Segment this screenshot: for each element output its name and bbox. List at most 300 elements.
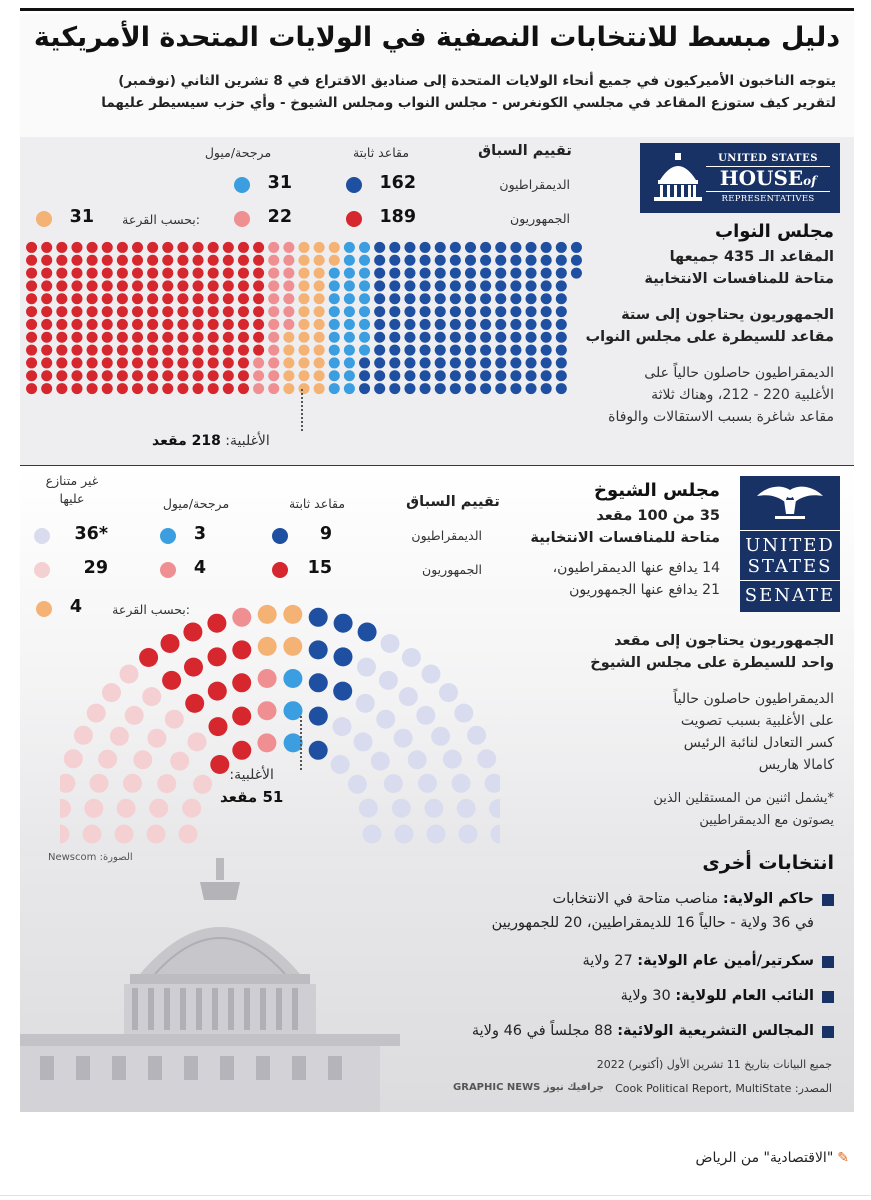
senate-seat-dem-not-up bbox=[371, 752, 390, 771]
house-seat-rep-safe bbox=[132, 345, 143, 356]
house-seat-dem-lean bbox=[329, 306, 340, 317]
house-seat-tossup bbox=[298, 255, 309, 266]
house-seat-tossup bbox=[283, 370, 294, 381]
house-seat-dem-safe bbox=[510, 280, 521, 291]
house-seat-rep-safe bbox=[87, 319, 98, 330]
house-majority-line bbox=[301, 389, 303, 431]
senate-section bbox=[20, 466, 854, 856]
senate-note-line5: الجمهوريون يحتاجون إلى مقعد bbox=[614, 633, 834, 649]
house-seat-rep-safe bbox=[223, 293, 234, 304]
senate-seat-rep-safe bbox=[208, 682, 227, 701]
house-seat-dem-safe bbox=[480, 242, 491, 253]
senate-seat-dem-not-up bbox=[408, 750, 427, 769]
house-section bbox=[20, 137, 854, 467]
house-seat-rep-safe bbox=[56, 332, 67, 343]
house-seat-rep-safe bbox=[117, 345, 128, 356]
senate-note-line9: كسر التعادل لنائبة الرئيس bbox=[683, 735, 834, 751]
house-seat-dem-lean bbox=[359, 319, 370, 330]
house-seat-rep-safe bbox=[102, 383, 113, 394]
senate-dem-lean-count: 3 bbox=[193, 524, 206, 544]
legislature-bullet bbox=[822, 1026, 834, 1038]
house-seat-rep-safe bbox=[147, 306, 158, 317]
house-seat-dem-safe bbox=[450, 255, 461, 266]
graphic-news-credit: GRAPHIC NEWS جرافيك نيوز bbox=[453, 1082, 604, 1093]
senate-seat-dem-not-up bbox=[489, 799, 500, 818]
senate-seat-dem-not-up bbox=[439, 683, 458, 702]
attorney-text: 30 ولاية bbox=[620, 988, 676, 1004]
house-seat-dem-safe bbox=[359, 383, 370, 394]
house-seat-dem-lean bbox=[344, 293, 355, 304]
house-seat-rep-safe bbox=[208, 357, 219, 368]
house-seat-rep-safe bbox=[223, 357, 234, 368]
house-seat-rep-safe bbox=[117, 306, 128, 317]
source-caption bbox=[696, 1150, 849, 1166]
house-seat-tossup bbox=[314, 357, 325, 368]
senate-seat-dem-not-up bbox=[467, 726, 486, 745]
subtitle-line-2: لتقرير كيف ستوزع المقاعد في مجلسي الكونغرس - مجلس النواب ومجلس الشيوخ - وأي حزب سيسيطر عليهما bbox=[101, 95, 836, 111]
house-seat-tossup bbox=[298, 293, 309, 304]
house-seat-dem-safe bbox=[374, 383, 385, 394]
senate-not-up-header bbox=[32, 472, 112, 508]
house-seat-rep-safe bbox=[177, 383, 188, 394]
house-seat-dem-safe bbox=[465, 306, 476, 317]
house-seat-rep-safe bbox=[26, 280, 37, 291]
house-seat-dem-safe bbox=[420, 332, 431, 343]
house-seat-tossup bbox=[283, 345, 294, 356]
house-seat-dem-safe bbox=[404, 306, 415, 317]
house-seat-dem-safe bbox=[556, 370, 567, 381]
house-seat-dem-safe bbox=[510, 293, 521, 304]
house-seat-dem-safe bbox=[495, 255, 506, 266]
senate-tossup-swatch bbox=[36, 601, 52, 617]
house-seat-rep-safe bbox=[117, 319, 128, 330]
senate-seat-dem-not-up bbox=[454, 704, 473, 723]
senate-seat-dem-not-up bbox=[424, 799, 443, 818]
senate-seat-rep-safe bbox=[207, 614, 226, 633]
house-seat-rep-safe bbox=[117, 370, 128, 381]
house-seat-rep-safe bbox=[41, 306, 52, 317]
governor-label: حاكم الولاية: bbox=[722, 891, 814, 907]
house-seat-dem-safe bbox=[420, 280, 431, 291]
house-seat-rep-safe bbox=[177, 370, 188, 381]
house-seat-rep-safe bbox=[162, 319, 173, 330]
house-seat-rep-safe bbox=[147, 280, 158, 291]
senate-race-rating-header: تقييم السباق bbox=[406, 494, 500, 510]
senate-note-line6: واحد للسيطرة على مجلس الشيوخ bbox=[590, 655, 834, 671]
house-note-line7: مقاعد شاغرة بسبب الاستقالات والوفاة bbox=[608, 409, 834, 425]
house-seat-rep-safe bbox=[208, 280, 219, 291]
senate-seat-rep-not-up bbox=[182, 799, 201, 818]
senate-seat-rep-safe bbox=[232, 707, 251, 726]
senate-note-line3: 14 يدافع عنها الديمقراطيون، bbox=[552, 560, 720, 576]
house-seat-dem-safe bbox=[404, 268, 415, 279]
house-seat-dem-safe bbox=[510, 242, 521, 253]
senate-seat-rep-safe bbox=[183, 623, 202, 642]
senate-seat-rep-not-up bbox=[165, 710, 184, 729]
house-seat-rep-safe bbox=[193, 383, 204, 394]
house-seat-rep-safe bbox=[177, 242, 188, 253]
house-seat-dem-safe bbox=[450, 345, 461, 356]
capitol-dome-icon bbox=[648, 150, 708, 206]
house-seat-dem-safe bbox=[420, 268, 431, 279]
house-seat-dem-safe bbox=[495, 357, 506, 368]
house-seat-dem-safe bbox=[389, 306, 400, 317]
house-seat-rep-safe bbox=[253, 345, 264, 356]
house-seat-rep-safe bbox=[208, 306, 219, 317]
house-seat-dem-safe bbox=[420, 255, 431, 266]
senate-seat-rep-not-up bbox=[60, 825, 70, 844]
house-seat-dem-safe bbox=[495, 280, 506, 291]
senate-seat-tossup bbox=[258, 605, 277, 624]
subtitle-line-1: يتوجه الناخبون الأميركيون في جميع أنحاء الولايات المتحدة إلى صناديق الاقتراع في 8 تشرين الثاني (نوفمبر) bbox=[118, 73, 836, 89]
senate-seat-dem-not-up bbox=[384, 774, 403, 793]
house-seat-dem-safe bbox=[435, 242, 446, 253]
house-seat-dem-safe bbox=[526, 255, 537, 266]
house-seat-dem-lean bbox=[344, 332, 355, 343]
house-seat-dem-safe bbox=[359, 357, 370, 368]
house-seat-rep-safe bbox=[132, 370, 143, 381]
other-elections-heading: انتخابات أخرى bbox=[702, 852, 834, 874]
house-seat-rep-safe bbox=[193, 242, 204, 253]
senate-seat-dem-safe bbox=[309, 707, 328, 726]
house-seat-rep-safe bbox=[223, 306, 234, 317]
house-seat-rep-safe bbox=[117, 280, 128, 291]
house-seat-dem-lean bbox=[344, 357, 355, 368]
house-seat-dem-lean bbox=[344, 319, 355, 330]
house-seat-dem-safe bbox=[404, 255, 415, 266]
house-logo-line3: REPRESENTATIVES bbox=[706, 191, 830, 204]
house-seat-rep-safe bbox=[132, 357, 143, 368]
house-seat-dem-safe bbox=[389, 280, 400, 291]
house-seat-rep-safe bbox=[193, 255, 204, 266]
house-seat-rep-safe bbox=[56, 242, 67, 253]
house-seat-dem-safe bbox=[541, 319, 552, 330]
house-seat-tossup bbox=[314, 332, 325, 343]
house-seat-tossup bbox=[329, 255, 340, 266]
senate-note-line4: 21 يدافع عنها الجمهوريون bbox=[569, 582, 720, 598]
house-seat-tossup bbox=[298, 357, 309, 368]
house-seat-rep-safe bbox=[177, 332, 188, 343]
house-seat-dem-safe bbox=[541, 383, 552, 394]
house-seat-tossup bbox=[314, 370, 325, 381]
house-seat-tossup bbox=[298, 242, 309, 253]
senate-seat-rep-not-up bbox=[60, 799, 71, 818]
house-logo-line1: UNITED STATES bbox=[706, 153, 830, 167]
house-seat-rep-safe bbox=[102, 319, 113, 330]
house-seat-rep-safe bbox=[87, 306, 98, 317]
house-seat-dem-safe bbox=[465, 242, 476, 253]
house-seat-rep-safe bbox=[26, 255, 37, 266]
senate-seat-rep-not-up bbox=[149, 799, 168, 818]
house-rep-safe-count: 189 bbox=[379, 207, 416, 227]
house-seat-rep-safe bbox=[177, 357, 188, 368]
senate-majority-value: 51 مقعد bbox=[220, 788, 284, 806]
house-seat-dem-safe bbox=[495, 319, 506, 330]
senate-seat-rep-not-up bbox=[147, 729, 166, 748]
house-seat-rep-safe bbox=[238, 345, 249, 356]
house-seat-rep-safe bbox=[193, 370, 204, 381]
senate-seat-rep-not-up bbox=[120, 665, 139, 684]
house-seat-dem-safe bbox=[450, 306, 461, 317]
house-seat-rep-safe bbox=[253, 242, 264, 253]
house-seat-dem-safe bbox=[510, 370, 521, 381]
house-seat-rep-safe bbox=[162, 370, 173, 381]
senate-seat-rep-safe bbox=[185, 694, 204, 713]
senate-seat-rep-not-up bbox=[188, 732, 207, 751]
house-seat-rep-safe bbox=[117, 383, 128, 394]
senate-seat-rep-not-up bbox=[123, 774, 142, 793]
house-seat-tossup bbox=[298, 319, 309, 330]
house-seat-dem-lean bbox=[344, 280, 355, 291]
house-seat-rep-safe bbox=[177, 268, 188, 279]
house-seat-rep-safe bbox=[162, 280, 173, 291]
house-seat-rep-safe bbox=[147, 268, 158, 279]
house-seat-rep-safe bbox=[193, 268, 204, 279]
senate-seat-rep-not-up bbox=[64, 749, 83, 768]
house-seat-rep-safe bbox=[253, 255, 264, 266]
house-seat-rep-safe bbox=[223, 345, 234, 356]
house-seat-rep-lean bbox=[268, 319, 279, 330]
house-seat-rep-safe bbox=[41, 255, 52, 266]
house-seat-dem-safe bbox=[420, 383, 431, 394]
house-seat-dem-safe bbox=[465, 357, 476, 368]
senate-seat-dem-safe bbox=[334, 614, 353, 633]
house-seat-dem-safe bbox=[480, 357, 491, 368]
house-seat-dem-safe bbox=[374, 255, 385, 266]
house-seat-dem-safe bbox=[374, 242, 385, 253]
governor-item bbox=[492, 887, 814, 935]
house-seat-rep-safe bbox=[71, 345, 82, 356]
house-seat-dem-safe bbox=[435, 306, 446, 317]
house-seat-rep-safe bbox=[132, 332, 143, 343]
house-seat-rep-safe bbox=[26, 345, 37, 356]
house-seat-tossup bbox=[314, 242, 325, 253]
house-seat-dem-safe bbox=[389, 319, 400, 330]
senate-note-line8: على الأغلبية بسبب تصويت bbox=[680, 713, 834, 729]
house-seat-rep-lean bbox=[283, 280, 294, 291]
house-seat-rep-safe bbox=[208, 319, 219, 330]
house-seat-rep-safe bbox=[223, 319, 234, 330]
senate-seat-rep-safe bbox=[139, 648, 158, 667]
house-seat-dem-safe bbox=[404, 293, 415, 304]
house-race-rating-header: تقييم السباق bbox=[478, 143, 572, 159]
house-seat-rep-lean bbox=[268, 383, 279, 394]
house-seat-dem-safe bbox=[374, 357, 385, 368]
house-seat-rep-lean bbox=[268, 345, 279, 356]
house-seat-rep-safe bbox=[177, 280, 188, 291]
senate-seat-dem-not-up bbox=[333, 717, 352, 736]
house-seat-rep-safe bbox=[71, 280, 82, 291]
house-seat-dem-lean bbox=[359, 306, 370, 317]
senate-seat-rep-not-up bbox=[157, 774, 176, 793]
attorney-bullet bbox=[822, 991, 834, 1003]
house-seat-rep-lean bbox=[253, 383, 264, 394]
house-seat-rep-safe bbox=[147, 319, 158, 330]
house-seat-dem-safe bbox=[404, 345, 415, 356]
senate-footnote-line1: *يشمل اثنين من المستقلين الذين bbox=[653, 791, 834, 806]
house-seat-dem-lean bbox=[359, 280, 370, 291]
senate-seat-rep-safe bbox=[184, 658, 203, 677]
house-seat-rep-safe bbox=[147, 370, 158, 381]
house-seat-dem-safe bbox=[556, 383, 567, 394]
house-seat-rep-safe bbox=[117, 332, 128, 343]
house-seat-rep-safe bbox=[41, 357, 52, 368]
house-seat-rep-safe bbox=[147, 345, 158, 356]
house-seat-rep-safe bbox=[117, 255, 128, 266]
senate-tossup-label: بحسب القرعة: bbox=[112, 602, 190, 617]
house-seat-dem-safe bbox=[556, 345, 567, 356]
house-seat-rep-safe bbox=[41, 370, 52, 381]
house-seat-tossup bbox=[314, 345, 325, 356]
senate-seat-dem-not-up bbox=[443, 750, 462, 769]
house-seat-rep-safe bbox=[208, 255, 219, 266]
house-seat-rep-lean bbox=[268, 332, 279, 343]
house-logo-line2: HOUSE bbox=[719, 166, 804, 190]
house-seat-rep-safe bbox=[71, 332, 82, 343]
senate-seat-rep-not-up bbox=[110, 727, 129, 746]
senate-majority-line bbox=[300, 716, 302, 770]
senate-seat-dem-not-up bbox=[431, 727, 450, 746]
senate-seat-rep-lean bbox=[258, 701, 277, 720]
senate-dem-safe-count: 9 bbox=[319, 524, 332, 544]
house-seat-rep-safe bbox=[71, 242, 82, 253]
house-seat-rep-lean bbox=[268, 370, 279, 381]
infographic bbox=[20, 14, 854, 1112]
senate-seat-dem-safe bbox=[309, 673, 328, 692]
senate-seat-rep-not-up bbox=[133, 750, 152, 769]
house-seat-rep-safe bbox=[102, 370, 113, 381]
senate-seat-dem-not-up bbox=[485, 774, 500, 793]
senate-seat-rep-not-up bbox=[84, 799, 103, 818]
house-seat-rep-safe bbox=[132, 306, 143, 317]
house-seat-rep-safe bbox=[87, 370, 98, 381]
house-seat-rep-lean bbox=[283, 319, 294, 330]
house-seat-rep-safe bbox=[41, 383, 52, 394]
house-seat-dem-safe bbox=[510, 357, 521, 368]
house-seat-rep-safe bbox=[41, 345, 52, 356]
senate-logo-line3: SENATE bbox=[740, 580, 840, 606]
data-source: المصدر: Cook Political Report, MultiState bbox=[615, 1082, 832, 1095]
senate-seat-rep-safe bbox=[162, 671, 181, 690]
house-seat-dem-safe bbox=[480, 255, 491, 266]
house-seat-rep-safe bbox=[26, 293, 37, 304]
house-seat-tossup bbox=[314, 293, 325, 304]
secretary-label: سكرتير/أمين عام الولاية: bbox=[637, 953, 814, 969]
house-note-line6: الأغلبية 220 - 212، وهناك ثلاثة bbox=[651, 387, 834, 403]
house-seat-tossup bbox=[298, 306, 309, 317]
house-seat-dem-safe bbox=[389, 332, 400, 343]
house-dem-lean-swatch bbox=[234, 177, 250, 193]
house-seat-rep-safe bbox=[102, 268, 113, 279]
senate-seat-dem-not-up bbox=[379, 671, 398, 690]
house-seat-dem-lean bbox=[329, 293, 340, 304]
house-seat-rep-safe bbox=[132, 242, 143, 253]
house-seat-rep-safe bbox=[102, 332, 113, 343]
senate-rep-not-up-swatch bbox=[34, 562, 50, 578]
house-seat-rep-safe bbox=[71, 319, 82, 330]
house-seat-dem-lean bbox=[359, 268, 370, 279]
house-seat-rep-safe bbox=[56, 268, 67, 279]
house-seat-rep-safe bbox=[132, 293, 143, 304]
house-seat-dem-safe bbox=[526, 306, 537, 317]
house-seat-dem-safe bbox=[435, 345, 446, 356]
senate-seat-rep-not-up bbox=[90, 774, 109, 793]
house-seat-rep-lean bbox=[283, 242, 294, 253]
house-seat-rep-safe bbox=[238, 268, 249, 279]
house-seat-rep-safe bbox=[147, 357, 158, 368]
house-seat-dem-safe bbox=[526, 345, 537, 356]
house-seat-rep-safe bbox=[41, 280, 52, 291]
house-seat-dem-safe bbox=[510, 255, 521, 266]
senate-seat-dem-not-up bbox=[422, 665, 441, 684]
house-seat-rep-safe bbox=[132, 383, 143, 394]
house-seat-dem-safe bbox=[374, 332, 385, 343]
senate-logo-line1: UNITED bbox=[740, 530, 840, 556]
house-seat-rep-safe bbox=[56, 280, 67, 291]
senate-seat-tossup bbox=[283, 605, 302, 624]
house-seat-rep-lean bbox=[268, 293, 279, 304]
senate-seat-dem-not-up bbox=[356, 694, 375, 713]
house-heading: مجلس النواب bbox=[715, 221, 834, 242]
house-seat-rep-safe bbox=[132, 268, 143, 279]
house-seat-rep-lean bbox=[268, 242, 279, 253]
senate-seat-dem-not-up bbox=[354, 732, 373, 751]
house-seat-dem-lean bbox=[329, 357, 340, 368]
house-seat-dem-safe bbox=[480, 345, 491, 356]
house-seat-rep-safe bbox=[41, 332, 52, 343]
house-seat-rep-safe bbox=[117, 357, 128, 368]
house-seat-rep-safe bbox=[87, 332, 98, 343]
senate-majority-text: الأغلبية: bbox=[229, 767, 274, 783]
house-seat-dem-safe bbox=[404, 357, 415, 368]
house-seat-rep-safe bbox=[208, 383, 219, 394]
house-seat-dem-safe bbox=[389, 268, 400, 279]
senate-seat-dem-not-up bbox=[457, 799, 476, 818]
house-seat-dem-safe bbox=[526, 383, 537, 394]
house-seat-tossup bbox=[314, 383, 325, 394]
house-seat-rep-safe bbox=[41, 293, 52, 304]
house-seat-dem-lean bbox=[359, 345, 370, 356]
house-seat-dem-lean bbox=[344, 345, 355, 356]
house-dem-safe-swatch bbox=[346, 177, 362, 193]
senate-footnote-line2: يصوتون مع الديمقراطيين bbox=[699, 813, 834, 828]
house-seat-dem-lean bbox=[329, 268, 340, 279]
senate-rep-safe-count: 15 bbox=[307, 558, 332, 578]
senate-seat-rep-safe bbox=[208, 647, 227, 666]
house-seat-dem-lean bbox=[344, 255, 355, 266]
senate-seat-rep-not-up bbox=[125, 706, 144, 725]
house-seat-tossup bbox=[298, 280, 309, 291]
senate-seat-tossup bbox=[283, 637, 302, 656]
house-seat-dem-safe bbox=[435, 383, 446, 394]
house-seat-dem-safe bbox=[435, 370, 446, 381]
house-seat-rep-safe bbox=[56, 319, 67, 330]
house-seat-dem-safe bbox=[541, 280, 552, 291]
house-seat-dem-lean bbox=[359, 332, 370, 343]
house-seat-rep-safe bbox=[223, 255, 234, 266]
house-seat-dem-lean bbox=[344, 268, 355, 279]
secretary-text: 27 ولاية bbox=[582, 953, 638, 969]
senate-seat-rep-not-up bbox=[115, 825, 134, 844]
house-seat-rep-safe bbox=[87, 383, 98, 394]
house-seat-dem-safe bbox=[556, 357, 567, 368]
senate-seat-dem-not-up bbox=[359, 799, 378, 818]
house-seat-dem-safe bbox=[450, 280, 461, 291]
house-seat-dem-safe bbox=[465, 383, 476, 394]
house-seat-dem-safe bbox=[510, 319, 521, 330]
house-seat-rep-safe bbox=[87, 280, 98, 291]
house-seat-rep-safe bbox=[223, 370, 234, 381]
